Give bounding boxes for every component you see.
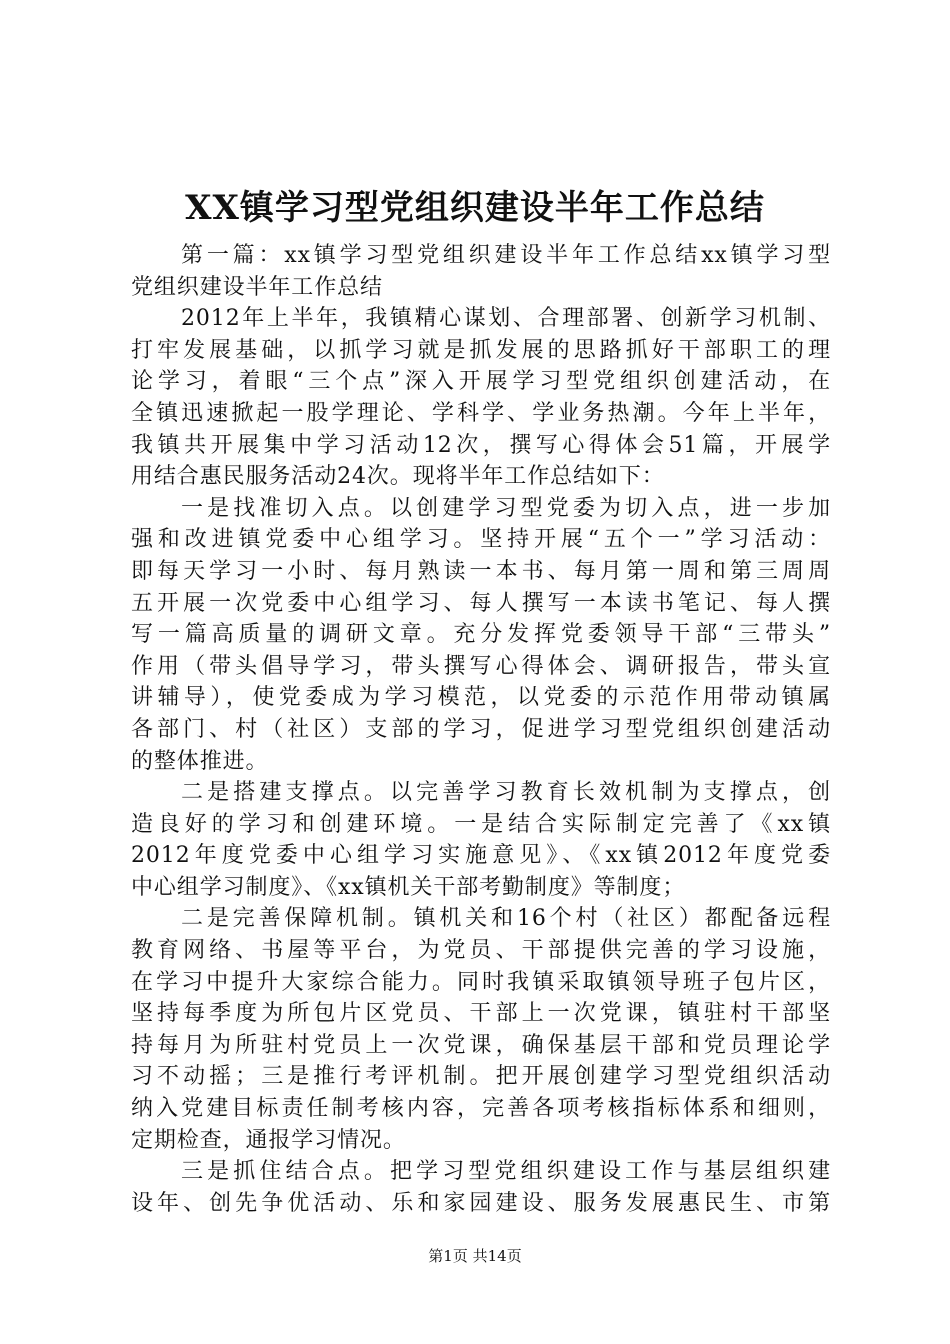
text-line: 教育网络、书屋等平台，为党员、干部提供完善的学习设施，	[131, 938, 831, 964]
text-line: 坚持每季度为所包片区党员、干部上一次党课，镇驻村干部坚	[131, 1001, 831, 1027]
text-line: 纳入党建目标责任制考核内容，完善各项考核指标体系和细则，	[131, 1096, 831, 1122]
text-line: 论学习，着眼“三个点”深入开展学习型党组织创建活动，在	[131, 369, 831, 395]
document-title: XX镇学习型党组织建设半年工作总结	[185, 188, 765, 228]
text-line: 党组织建设半年工作总结	[131, 274, 383, 300]
text-line: 讲辅导），使党委成为学习模范，以党委的示范作用带动镇属	[131, 685, 831, 711]
text-line: 的整体推进。	[131, 748, 269, 774]
text-line: 第一篇：xx镇学习型党组织建设半年工作总结xx镇学习型	[181, 243, 831, 268]
text-line: 打牢发展基础，以抓学习就是抓发展的思路抓好干部职工的理	[131, 337, 831, 363]
text-line: 定期检查，通报学习情况。	[131, 1127, 406, 1153]
text-line: 三是抓住结合点。把学习型党组织建设工作与基层组织建	[181, 1159, 831, 1185]
text-line: 2012年度党委中心组学习实施意见》、《xx镇2012年度党委	[131, 843, 831, 869]
text-line: 在学习中提升大家综合能力。同时我镇采取镇领导班子包片区，	[131, 969, 831, 995]
text-line: 设年、创先争优活动、乐和家园建设、服务发展惠民生、市第	[131, 1190, 831, 1216]
text-line: 二是搭建支撑点。以完善学习教育长效机制为支撑点，创	[181, 780, 831, 806]
document-body	[131, 240, 831, 1219]
text-line: 中心组学习制度》、《xx镇机关干部考勤制度》等制度；	[131, 874, 686, 900]
text-line: 2012年上半年，我镇精心谋划、合理部署、创新学习机制、	[181, 306, 831, 332]
text-line: 强和改进镇党委中心组学习。坚持开展“五个一”学习活动：	[131, 527, 831, 553]
text-line: 即每天学习一小时、每月熟读一本书、每月第一周和第三周周	[131, 558, 831, 584]
page-footer: 第1页 共14页	[428, 1247, 522, 1265]
text-line: 五开展一次党委中心组学习、每人撰写一本读书笔记、每人撰	[131, 590, 831, 616]
text-line: 作用（带头倡导学习，带头撰写心得体会、调研报告，带头宣	[131, 653, 831, 679]
text-line: 习不动摇；三是推行考评机制。把开展创建学习型党组织活动	[131, 1064, 831, 1090]
text-line: 造良好的学习和创建环境。一是结合实际制定完善了《xx镇	[131, 811, 831, 837]
text-line: 全镇迅速掀起一股学理论、学科学、学业务热潮。今年上半年，	[131, 400, 831, 426]
text-line: 用结合惠民服务活动24次。现将半年工作总结如下：	[131, 464, 665, 490]
text-line: 二是完善保障机制。镇机关和16个村（社区）都配备远程	[181, 906, 831, 932]
text-line: 写一篇高质量的调研文章。充分发挥党委领导干部“三带头”	[131, 622, 831, 648]
text-line: 持每月为所驻村党员上一次党课，确保基层干部和党员理论学	[131, 1032, 831, 1058]
text-line: 一是找准切入点。以创建学习型党委为切入点，进一步加	[181, 495, 831, 521]
text-line: 各部门、村（社区）支部的学习，促进学习型党组织创建活动	[131, 716, 831, 742]
text-line: 我镇共开展集中学习活动12次，撰写心得体会51篇，开展学	[131, 432, 831, 458]
